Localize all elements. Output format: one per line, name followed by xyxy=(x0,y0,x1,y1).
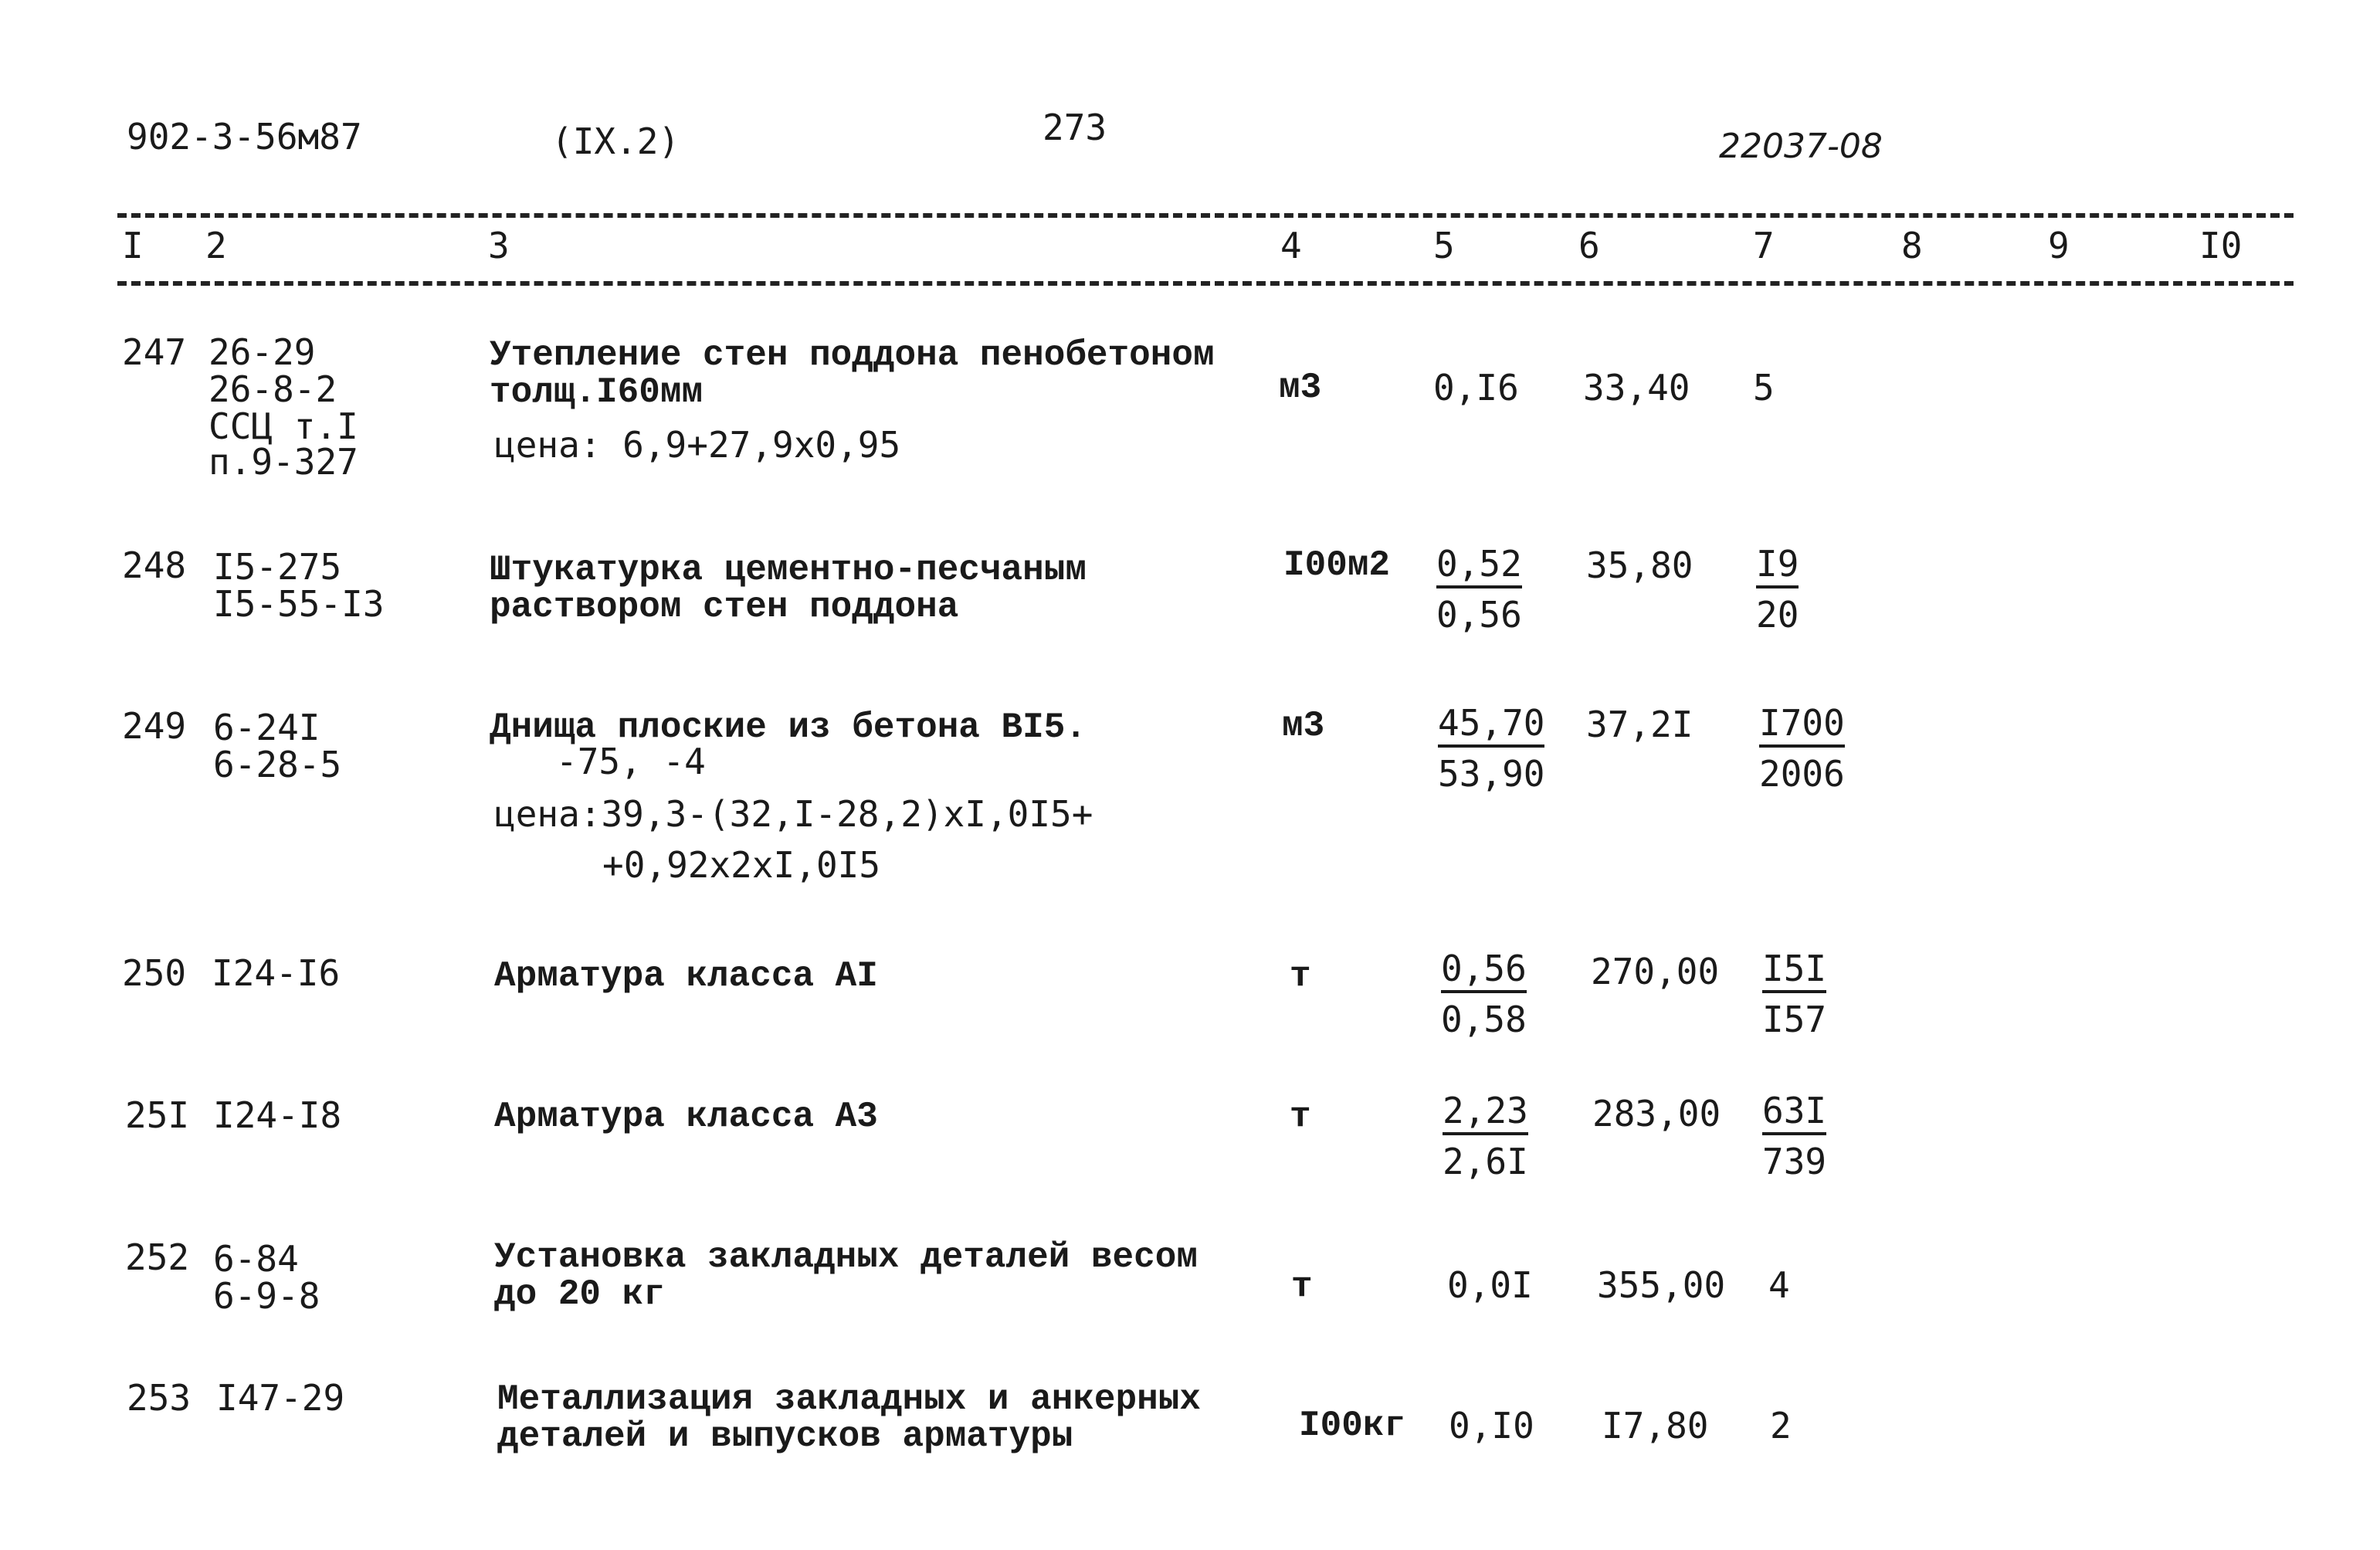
row-253-unit: I00кг xyxy=(1299,1406,1406,1446)
row-251-quantity-actual: 2,23 xyxy=(1443,1092,1528,1135)
row-251-unit: т xyxy=(1290,1097,1311,1137)
row-248-total xyxy=(1756,545,1799,635)
row-252-unit: т xyxy=(1291,1267,1313,1307)
row-251-desc-1: Арматура класса A3 xyxy=(494,1097,878,1137)
row-252-code-2: 6-9-8 xyxy=(213,1275,320,1317)
row-253-desc-2: деталей и выпусков арматуры xyxy=(497,1416,1073,1457)
row-247-desc-1: Утепление стен поддона пенобетоном xyxy=(490,335,1215,375)
row-248-quantity xyxy=(1436,545,1522,635)
series-code: 902-3-56м87 xyxy=(127,116,362,158)
row-253-total: 2 xyxy=(1770,1405,1792,1447)
row-252-total: 4 xyxy=(1768,1264,1790,1306)
section-code: (IX.2) xyxy=(551,120,680,162)
row-250-desc-1: Арматура класса AI xyxy=(494,956,878,996)
row-252-code-1: 6-84 xyxy=(213,1238,299,1280)
row-248-quantity-actual: 0,52 xyxy=(1436,545,1522,588)
row-249-desc-1: Днища плоские из бетона BI5. xyxy=(490,707,1087,748)
row-248-total-actual: I9 xyxy=(1756,545,1799,588)
row-250-total-adjusted: I57 xyxy=(1762,999,1827,1040)
document-code: 22037-08 xyxy=(1719,127,1883,166)
row-248-code-2: I5-55-I3 xyxy=(213,583,385,625)
row-252-quantity: 0,0I xyxy=(1447,1264,1533,1306)
row-253-desc-1: Металлизация закладных и анкерных xyxy=(497,1379,1201,1419)
row-247-code-4: п.9-327 xyxy=(209,441,358,483)
row-253-code-1: I47-29 xyxy=(216,1377,345,1419)
row-250-unit-price: 270,00 xyxy=(1591,951,1720,992)
row-249-unit: м3 xyxy=(1282,706,1325,746)
row-249-unit-price: 37,2I xyxy=(1586,704,1693,745)
row-248-code-1: I5-275 xyxy=(213,546,342,588)
row-249-quantity-adjusted: 53,90 xyxy=(1438,753,1545,795)
row-253-unit-price: I7,80 xyxy=(1602,1405,1709,1447)
col-header-9: 9 xyxy=(2048,225,2070,266)
row-250-total-actual: I5I xyxy=(1762,950,1826,993)
row-248-unit: I00м2 xyxy=(1283,545,1391,585)
row-249-price-formula-1: цена:39,3-(32,I-28,2)xI,0I5+ xyxy=(494,793,1093,835)
row-250-quantity-actual: 0,56 xyxy=(1441,950,1527,993)
row-251-unit-price: 283,00 xyxy=(1592,1093,1721,1135)
row-251-total-adjusted: 739 xyxy=(1762,1141,1827,1182)
row-249-desc-2: -75, -4 xyxy=(556,741,706,782)
row-249-total-actual: I700 xyxy=(1759,704,1845,748)
row-251-total-actual: 63I xyxy=(1762,1092,1826,1135)
row-249-quantity xyxy=(1438,704,1544,794)
header-top-rule xyxy=(117,213,2294,218)
row-250-unit: т xyxy=(1290,956,1311,996)
row-250-code-1: I24-I6 xyxy=(212,952,341,994)
col-header-10: I0 xyxy=(2199,225,2243,266)
header-bottom-rule xyxy=(117,281,2294,286)
row-251-total xyxy=(1762,1092,1826,1182)
row-253-quantity: 0,I0 xyxy=(1449,1405,1534,1447)
col-header-8: 8 xyxy=(1901,225,1923,266)
page-number: 273 xyxy=(1043,107,1107,148)
row-247-desc-2: толщ.I60мм xyxy=(490,372,703,412)
row-247-unit: м3 xyxy=(1279,368,1322,408)
row-247-price-formula: цена: 6,9+27,9x0,95 xyxy=(494,424,901,466)
col-header-7: 7 xyxy=(1753,225,1775,266)
row-248-number: 248 xyxy=(122,544,187,586)
row-251-code-1: I24-I8 xyxy=(213,1094,342,1136)
row-248-desc-2: раствором стен поддона xyxy=(490,587,959,627)
row-252-desc-2: до 20 кг xyxy=(494,1274,665,1314)
row-249-total-adjusted: 2006 xyxy=(1759,753,1845,795)
col-header-1: I xyxy=(122,225,144,266)
col-header-4: 4 xyxy=(1280,225,1302,266)
row-249-number: 249 xyxy=(122,705,187,747)
row-248-total-adjusted: 20 xyxy=(1756,594,1799,636)
row-249-code-1: 6-24I xyxy=(213,707,320,748)
row-252-number: 252 xyxy=(125,1236,190,1278)
row-250-total xyxy=(1762,950,1826,1040)
row-250-quantity-adjusted: 0,58 xyxy=(1441,999,1527,1040)
col-header-5: 5 xyxy=(1433,225,1455,266)
row-247-total: 5 xyxy=(1753,367,1775,409)
row-252-unit-price: 355,00 xyxy=(1597,1264,1726,1306)
col-header-6: 6 xyxy=(1578,225,1600,266)
row-247-number: 247 xyxy=(122,331,187,373)
row-250-quantity xyxy=(1441,950,1527,1040)
row-251-number: 25I xyxy=(125,1094,190,1136)
row-250-number: 250 xyxy=(122,952,187,994)
row-247-code-3: ССЦ т.I xyxy=(209,405,358,447)
row-249-code-2: 6-28-5 xyxy=(213,744,342,785)
row-247-code-1: 26-29 xyxy=(209,331,316,373)
col-header-2: 2 xyxy=(205,225,227,266)
row-251-quantity-adjusted: 2,6I xyxy=(1443,1141,1528,1182)
col-header-3: 3 xyxy=(488,225,510,266)
row-248-desc-1: Штукатурка цементно-песчаным xyxy=(490,550,1087,590)
row-247-unit-price: 33,40 xyxy=(1583,367,1690,409)
row-247-code-2: 26-8-2 xyxy=(209,368,337,410)
row-249-total xyxy=(1759,704,1845,794)
row-247-quantity: 0,I6 xyxy=(1433,367,1519,409)
row-248-quantity-adjusted: 0,56 xyxy=(1436,594,1522,636)
row-252-desc-1: Установка закладных деталей весом xyxy=(494,1237,1198,1277)
row-249-price-formula-2: +0,92x2xI,0I5 xyxy=(602,844,881,886)
row-251-quantity xyxy=(1443,1092,1528,1182)
row-253-number: 253 xyxy=(127,1377,192,1419)
row-248-unit-price: 35,80 xyxy=(1586,544,1693,586)
row-249-quantity-actual: 45,70 xyxy=(1438,704,1544,748)
